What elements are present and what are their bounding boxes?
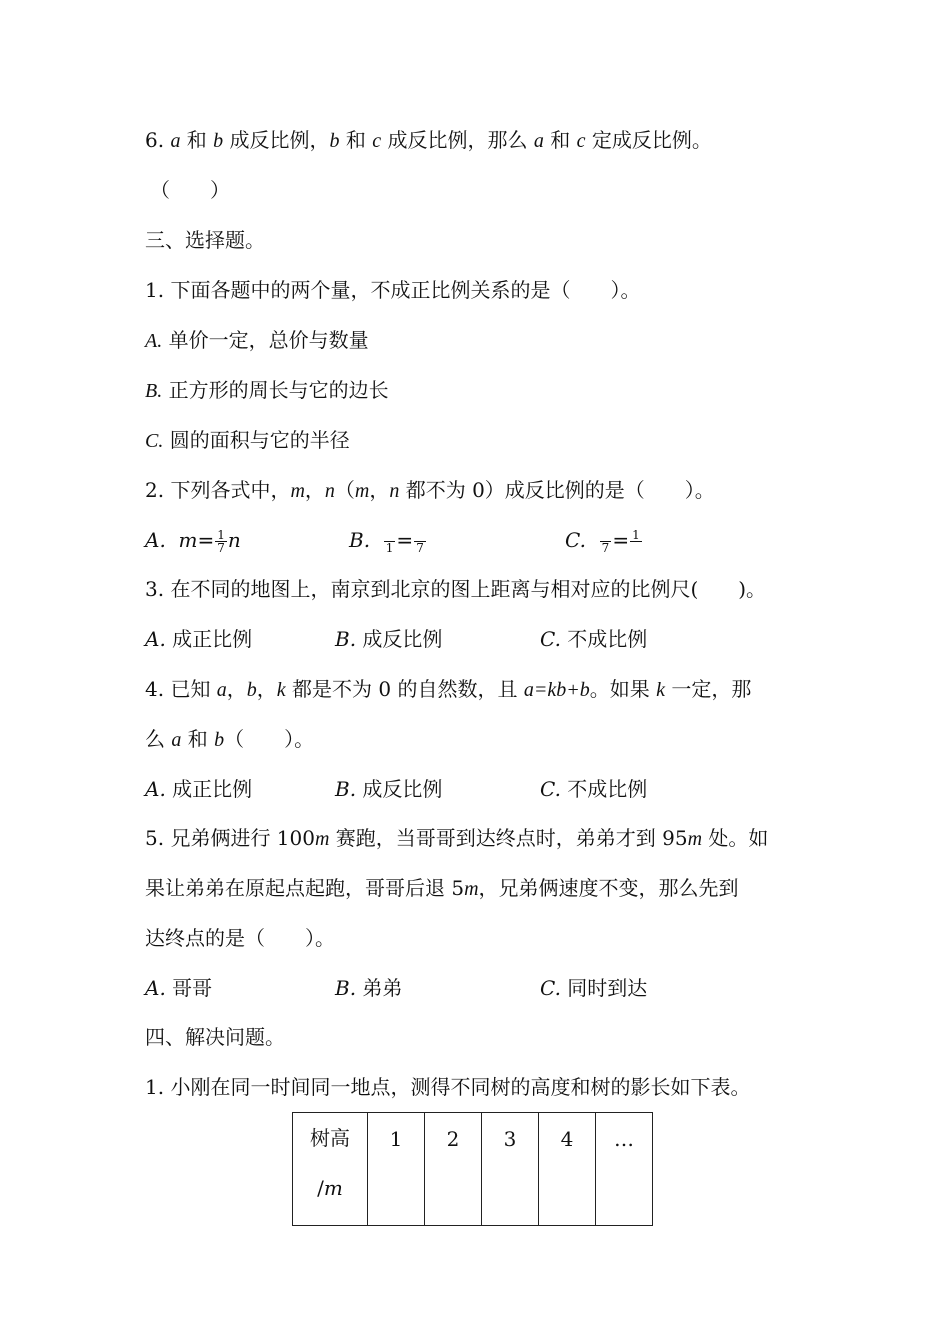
section-heading-problems: 四、解决问题。: [145, 1025, 285, 1049]
table-cell: 1: [368, 1113, 425, 1226]
option-a: [145, 775, 252, 803]
var-n: n: [227, 528, 241, 552]
text: 都不为 0）成反比例的是（ ）。: [399, 478, 715, 502]
option-letter: B.: [145, 380, 163, 402]
text: 2. 下列各式中，: [145, 478, 291, 502]
var-k: k: [276, 679, 286, 701]
var-a: a: [533, 130, 544, 152]
table-header-cell: [293, 1113, 368, 1226]
option-text: 成正比例: [165, 627, 253, 651]
option-text: 同时到达: [560, 976, 648, 1000]
text: 4. 已知: [145, 677, 217, 701]
option-c: [540, 974, 647, 1002]
option-b: [145, 376, 389, 405]
table-cell: 3: [482, 1113, 539, 1226]
numerator: [414, 529, 426, 541]
text: 赛跑，当哥哥到达终点时，弟弟才到 95: [329, 826, 688, 850]
choice-question-5-cont2: 达终点的是（ ）。: [145, 926, 335, 950]
text: ，: [369, 478, 390, 502]
var-b: b: [246, 679, 257, 701]
choice-question-1: 1. 下面各题中的两个量，不成正比例关系的是（ ）。: [145, 278, 641, 302]
option-text: 单价一定，总价与数量: [162, 328, 369, 352]
var-m: m: [354, 480, 370, 502]
choice-question-5-cont: [145, 874, 739, 903]
text: ，: [226, 677, 247, 701]
fraction: [384, 529, 396, 554]
option-text: 正方形的周长与它的边长: [162, 378, 389, 402]
option-text: 成反比例: [356, 777, 443, 801]
denominator: [630, 541, 642, 554]
option-letter: C.: [565, 528, 586, 552]
text: 和: [180, 128, 214, 152]
option-letter: A.: [145, 528, 166, 552]
numerator: 1: [632, 528, 640, 542]
text: 。如果: [589, 677, 657, 701]
option-text: 成正比例: [165, 777, 253, 801]
text: ，兄弟俩速度不变，那么先到: [478, 876, 739, 900]
text: 一定，那: [664, 677, 752, 701]
option-b: [335, 974, 402, 1002]
table-cell: 4: [539, 1113, 596, 1226]
var-m: m: [178, 528, 198, 552]
text: 成反比例，那么: [381, 128, 534, 152]
problem-question-1: 1. 小刚在同一时间同一地点，测得不同树的高度和树的影长如下表。: [145, 1075, 751, 1099]
choice-question-5: [145, 824, 768, 853]
text: ，: [304, 478, 325, 502]
question-number: 6.: [145, 128, 165, 152]
tree-height-table: [292, 1112, 653, 1226]
var-k: k: [656, 679, 665, 701]
text: /: [317, 1176, 324, 1200]
option-b: [335, 775, 442, 803]
equals-sign: =: [612, 528, 630, 552]
option-text: 不成比例: [560, 777, 648, 801]
option-text: 弟弟: [356, 976, 403, 1000]
option-a: [145, 625, 252, 653]
unit-m: m: [464, 878, 479, 900]
option-a: [145, 974, 212, 1002]
var-a: a: [216, 679, 227, 701]
text: 和: [543, 128, 577, 152]
var-a: a: [170, 130, 181, 152]
var-b: b: [214, 729, 225, 751]
denominator: 7: [601, 541, 610, 555]
equation: a=kb+b: [523, 679, 590, 701]
option-letter: B.: [335, 627, 357, 651]
answer-parentheses: （ ）: [150, 178, 230, 202]
text: 么: [145, 727, 172, 751]
option-c: [145, 426, 350, 455]
option-c: [540, 625, 647, 653]
option-text: 不成比例: [560, 627, 648, 651]
var-n: n: [324, 480, 335, 502]
table-row: [293, 1113, 653, 1226]
option-letter: C.: [145, 430, 164, 452]
denominator: 7: [416, 541, 424, 555]
equals-sign: =: [197, 528, 215, 552]
text: 都是不为 0 的自然数，且: [285, 677, 524, 701]
option-letter: A.: [145, 777, 166, 801]
choice-question-4: [145, 675, 751, 704]
choice-question-3: 3. 在不同的地图上，南京到北京的图上距离与相对应的比例尺( )。: [145, 577, 767, 601]
text: 定成反比例。: [585, 128, 712, 152]
denominator: 7: [217, 541, 225, 555]
option-letter: B.: [349, 528, 371, 552]
numerator: [384, 529, 396, 541]
numerator: [600, 529, 612, 541]
unit-m: m: [323, 1176, 343, 1200]
option-text: 成反比例: [356, 627, 443, 651]
text: 处。如: [702, 826, 769, 850]
header-unit: [293, 1163, 367, 1213]
section-heading-choice: 三、选择题。: [145, 228, 265, 252]
var-b: b: [329, 130, 340, 152]
fraction: [630, 529, 642, 554]
var-b: b: [213, 130, 224, 152]
option-c: [565, 526, 643, 554]
fraction: [215, 529, 227, 554]
numerator: 1: [217, 528, 225, 542]
option-b: [335, 625, 442, 653]
text: 成反比例，: [223, 128, 330, 152]
option-letter: B.: [335, 976, 357, 1000]
text: ，: [256, 677, 277, 701]
var-c: c: [576, 130, 586, 152]
option-letter: C.: [540, 777, 561, 801]
option-letter: A.: [145, 976, 166, 1000]
unit-m: m: [314, 828, 330, 850]
header-label: 树高: [310, 1126, 350, 1150]
judge-question-6: [145, 126, 712, 155]
option-letter: C.: [540, 976, 561, 1000]
text: 和: [181, 727, 215, 751]
var-c: c: [372, 130, 382, 152]
option-text: 圆的面积与它的半径: [163, 428, 350, 452]
denominator: 1: [385, 541, 394, 555]
option-letter: A.: [145, 330, 163, 352]
option-letter: A.: [145, 627, 166, 651]
text: 5. 兄弟俩进行 100: [145, 826, 315, 850]
text: 果让弟弟在原起点起跑，哥哥后退 5: [145, 876, 465, 900]
option-a: [145, 326, 369, 355]
var-n: n: [389, 480, 400, 502]
option-c: [540, 775, 647, 803]
table-cell: …: [596, 1113, 653, 1226]
text: （ ）。: [224, 727, 315, 751]
option-a: [145, 526, 241, 554]
option-letter: C.: [540, 627, 561, 651]
equals-sign: =: [396, 528, 414, 552]
var-m: m: [290, 480, 305, 502]
fraction: [414, 529, 426, 554]
text: 和: [339, 128, 373, 152]
table-cell: 2: [425, 1113, 482, 1226]
text: （: [334, 478, 355, 502]
unit-m: m: [687, 828, 703, 850]
choice-question-2: [145, 476, 715, 505]
choice-question-4-cont: [145, 725, 314, 754]
fraction: [600, 529, 612, 554]
option-letter: B.: [335, 777, 357, 801]
option-b: [349, 526, 427, 554]
option-text: 哥哥: [165, 976, 213, 1000]
var-a: a: [171, 729, 182, 751]
